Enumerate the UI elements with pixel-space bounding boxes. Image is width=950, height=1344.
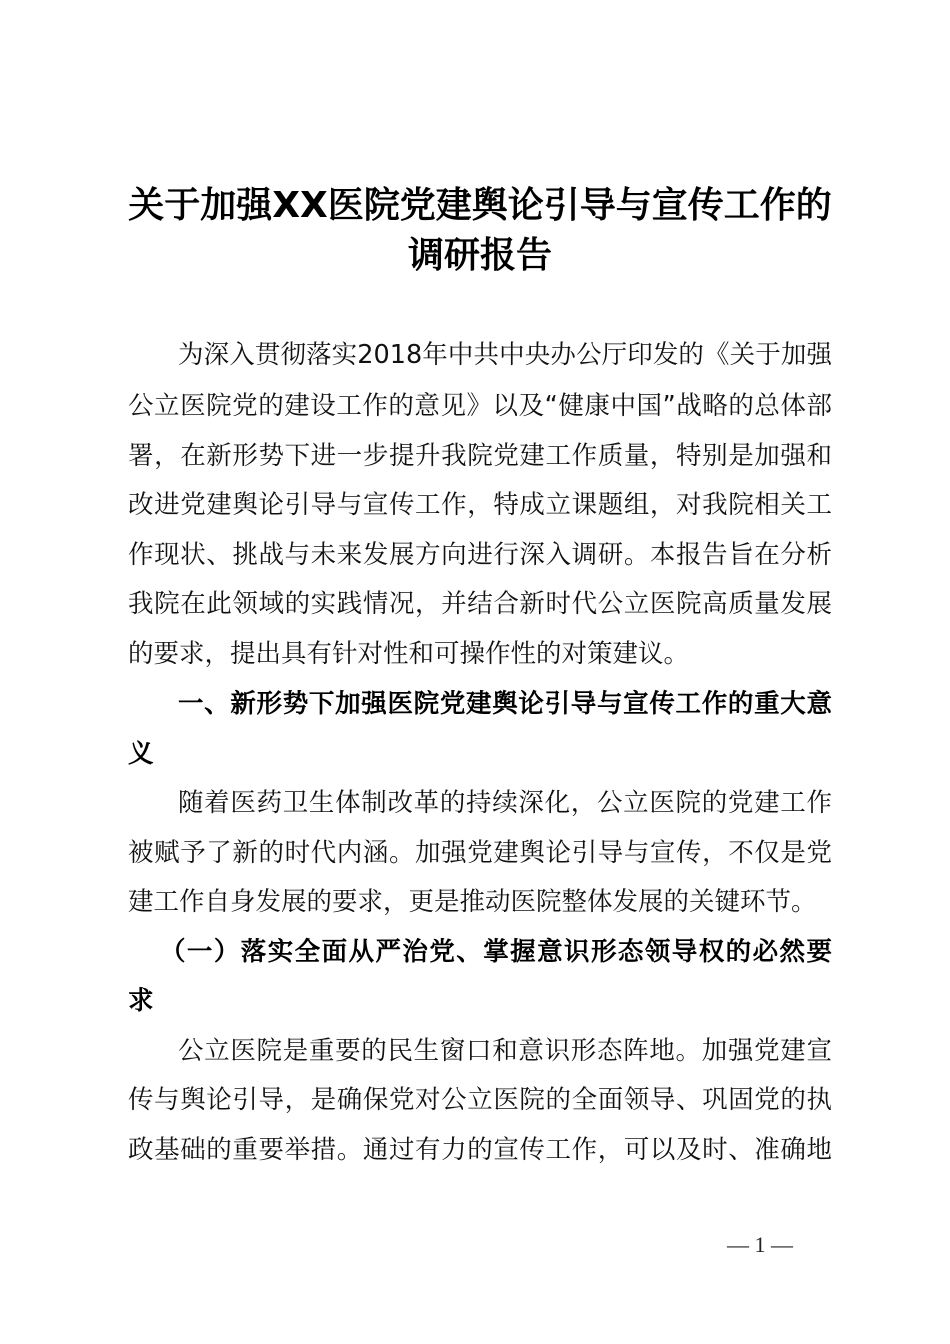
subsection-1-heading-line-2: 求 [128, 986, 154, 1016]
page-number: — 1 — [727, 1232, 793, 1257]
intro-line-5: 作现状、挑战与未来发展方向进行深入调研。本报告旨在分析 [128, 540, 832, 570]
section-1-line-2: 被赋予了新的时代内涵。加强党建舆论引导与宣传，不仅是党 [128, 838, 832, 868]
intro-line-1: 为深入贯彻落实2018年中共中央办公厅印发的《关于加强 [178, 340, 832, 370]
intro-line-7: 的要求，提出具有针对性和可操作性的对策建议。 [128, 639, 690, 669]
intro-line-4: 改进党建舆论引导与宣传工作，特成立课题组，对我院相关工 [128, 490, 832, 520]
subsection-1-line-1: 公立医院是重要的民生窗口和意识形态阵地。加强党建宣 [178, 1036, 832, 1066]
subsection-1-line-3: 政基础的重要举措。通过有力的宣传工作，可以及时、准确地 [128, 1135, 832, 1165]
section-1-heading-line-1: 一、新形势下加强医院党建舆论引导与宣传工作的重大意 [178, 689, 832, 719]
section-1-line-3: 建工作自身发展的要求，更是推动医院整体发展的关键环节。 [128, 887, 817, 917]
document-title-line-1: 关于加强XX医院党建舆论引导与宣传工作的 [128, 185, 832, 226]
section-1-heading-line-2: 义 [128, 739, 154, 769]
intro-line-2: 公立医院党的建设工作的意见》以及“健康中国”战略的总体部 [128, 391, 832, 421]
subsection-1-heading-line-1: （一）落实全面从严治党、掌握意识形态领导权的必然要 [160, 937, 832, 967]
intro-line-3: 署，在新形势下进一步提升我院党建工作质量，特别是加强和 [128, 441, 832, 471]
document-title-line-2: 调研报告 [407, 235, 552, 276]
subsection-1-line-2: 传与舆论引导，是确保党对公立医院的全面领导、巩固党的执 [128, 1085, 832, 1115]
section-1-line-1: 随着医药卫生体制改革的持续深化，公立医院的党建工作 [178, 788, 832, 818]
intro-line-6: 我院在此领域的实践情况，并结合新时代公立医院高质量发展 [128, 589, 832, 619]
